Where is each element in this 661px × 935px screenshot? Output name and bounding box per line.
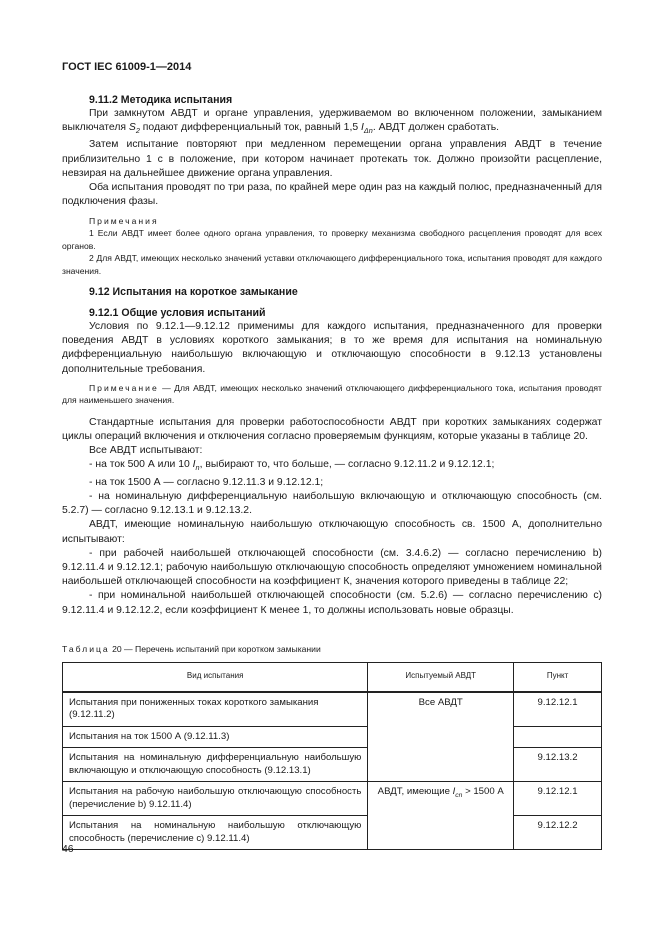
symbol: $S_2$ [128,122,140,136]
column-header: Вид испытания [63,662,368,692]
table-row [63,782,602,816]
symbol: $I_{\Delta n}$ [361,122,373,136]
paragraph: Все АВДТ испытывают: [89,445,203,457]
section-9-11-2 [62,93,602,277]
table-caption-label: Таблица [62,644,110,654]
table-row [63,748,602,782]
page-number: 46 [62,844,74,855]
column-header: Испытуемый АВДТ [368,662,514,692]
document-header: ГОСТ IEC 61009-1—2014 [62,61,192,73]
list-item: - при номинальной наибольшей отключающей способности (см. 5.2.6) — согласно перечислению с) 9.12.11.4 и 9.12.12.2, если коэффициент К менее 1, то должны использовать новые образцы. [62,590,602,616]
list-item: - на номинальную дифференциальную наибольшую включающую и отключающую способность (см. 5.2.7) — согласно 9.12.13.1 и 9.12.13.2. [62,490,602,517]
note: 1 Если АВДТ имеет более одного органа управления, то проверку механизма свободного расцепления проводят для всех органов. [62,228,602,251]
text: . АВДТ должен сработать. [372,122,500,134]
clause-cell: 9.12.12.2 [514,816,602,850]
paragraph: Стандартные испытания для проверки работоспособности АВДТ при коротких замыканиях содержат циклы операций включения и отключения согласно проверяемым функциям, которые указаны в таблице 20. [62,416,602,443]
text: подают дифференциальный ток, равный 1,5 [139,122,362,134]
test-cell: Испытания при пониженных токах короткого замыкания (9.12.11.2) [63,692,368,727]
paragraph [62,107,602,138]
text: При замкнутом АВДТ и органе управления, удерживаемом во включенном положении, замыканием выключателя [62,108,602,134]
section-heading: 9.12 Испытания на короткое замыкание [89,286,298,298]
list-item: - на ток 1500 А — согласно 9.12.11.3 и 9.12.12.1; [89,476,324,488]
list-item: - на ток 500 А или 10 $I_n$, выбирают то, что больше, — согласно 9.12.11.2 и 9.12.12.1; [89,459,495,473]
test-cell: Испытания на ток 1500 А (9.12.11.3) [63,726,368,748]
section-9-12 [62,285,602,618]
table-20 [62,643,602,850]
table-row [63,692,602,727]
list-item: - при рабочей наибольшей отключающей способности (см. 3.4.6.2) — согласно перечислению b) 9.12.11.4 и 9.12.12.1; рабочую наибольшую отключающую способность определяют умножением номинальной наибольшей отключающей способности на коэффициент К, значения которого приведены в таблице 22; [62,547,602,588]
device-cell: Все АВДТ [368,692,514,782]
clause-cell [514,726,602,748]
clause-cell: 9.12.13.2 [514,748,602,782]
notes-label: Примечания [89,215,159,226]
section-heading: 9.11.2 Методика испытания [89,94,233,106]
subsection-heading: 9.12.1 Общие условия испытаний [89,307,266,319]
device-cell: АВДТ, имеющие $I_{cn} > 1500$ А [368,782,514,850]
test-cell: Испытания на номинальную дифференциальную наибольшую включающую и отключающую способность (9.12.13.1) [63,748,368,782]
table-caption-text: 20 — Перечень испытаний при коротком замыкании [109,644,321,654]
note-label: Примечание [89,382,159,393]
table-header-row [63,662,602,692]
test-cell: Испытания на номинальную наибольшую отключающую способность (перечисление с) 9.12.11.4) [63,816,368,850]
clause-cell: 9.12.12.1 [514,782,602,816]
paragraph: АВДТ, имеющие номинальную наибольшую отключающую способность св. 1500 А, дополнительно испытывают: [62,519,602,545]
test-cell: Испытания на рабочую наибольшую отключающую способность (перечисление b) 9.12.11.4) [63,782,368,816]
note-text: — Для АВДТ, имеющих несколько значений отключающего дифференциального тока, испытания проводят для наименьшего значения. [62,382,602,406]
paragraph: Затем испытание повторяют при медленном перемещении органа управления АВДТ в течение приблизительно 1 с в положение, при котором начинает протекать ток. Должно произойти расцепление, невзирая на дальнейшее движение органа управления. [62,139,602,179]
paragraph: Оба испытания проводят по три раза, по крайней мере один раз на каждый полюс, предназначенный для подключения фазы. [62,182,602,208]
note: 2 Для АВДТ, имеющих несколько значений уставки отключающего дифференциального тока, испытания проводят для каждого значения. [62,253,602,276]
column-header: Пункт [514,662,602,692]
clause-cell: 9.12.12.1 [514,692,602,727]
tests-table [62,662,602,851]
table-row [63,726,602,748]
paragraph: Условия по 9.12.1—9.12.12 применимы для каждого испытания, предназначенного для проверки поведения АВДТ в условиях короткого замыкания; в то же время для испытания на номинальную дифференциальную наибольшую включающую и отключающую способности в 9.12.13 установлены дополнительные требования. [62,321,602,375]
